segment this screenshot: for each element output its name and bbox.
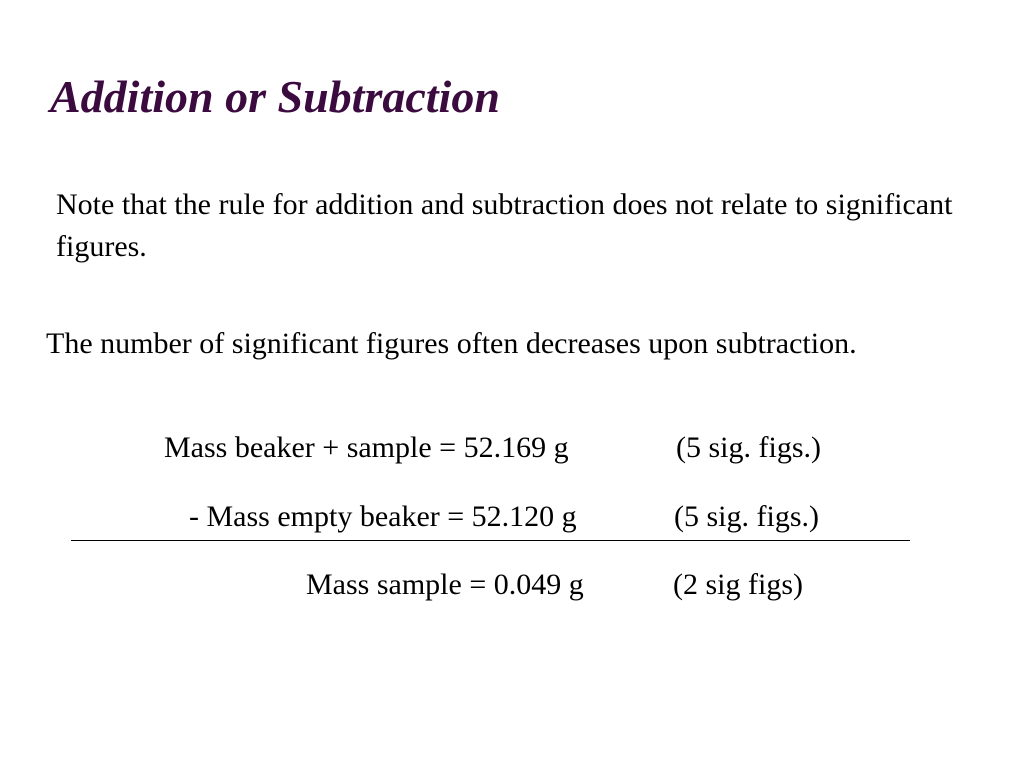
- calculation-expression: Mass sample = 0.049 g: [306, 568, 584, 601]
- note-paragraph: Note that the rule for addition and subtraction does not relate to significant figures.: [56, 188, 953, 263]
- sig-figs-note: (5 sig. figs.): [676, 431, 821, 464]
- sig-figs-note: (2 sig figs): [673, 568, 803, 601]
- calculation-row-empty-beaker: [189, 499, 819, 535]
- slide-title: Addition or Subtraction: [50, 71, 500, 122]
- calculation-expression: - Mass empty beaker = 52.120 g: [189, 500, 577, 533]
- calculation-expression: Mass beaker + sample = 52.169 g: [164, 431, 569, 464]
- calculation-row-result: [306, 567, 803, 603]
- statement-paragraph: The number of significant figures often decreases upon subtraction.: [46, 327, 857, 360]
- calculation-row-beaker-plus-sample: [164, 430, 821, 466]
- sig-figs-note: (5 sig. figs.): [674, 500, 819, 533]
- subtraction-rule-line: [71, 540, 910, 541]
